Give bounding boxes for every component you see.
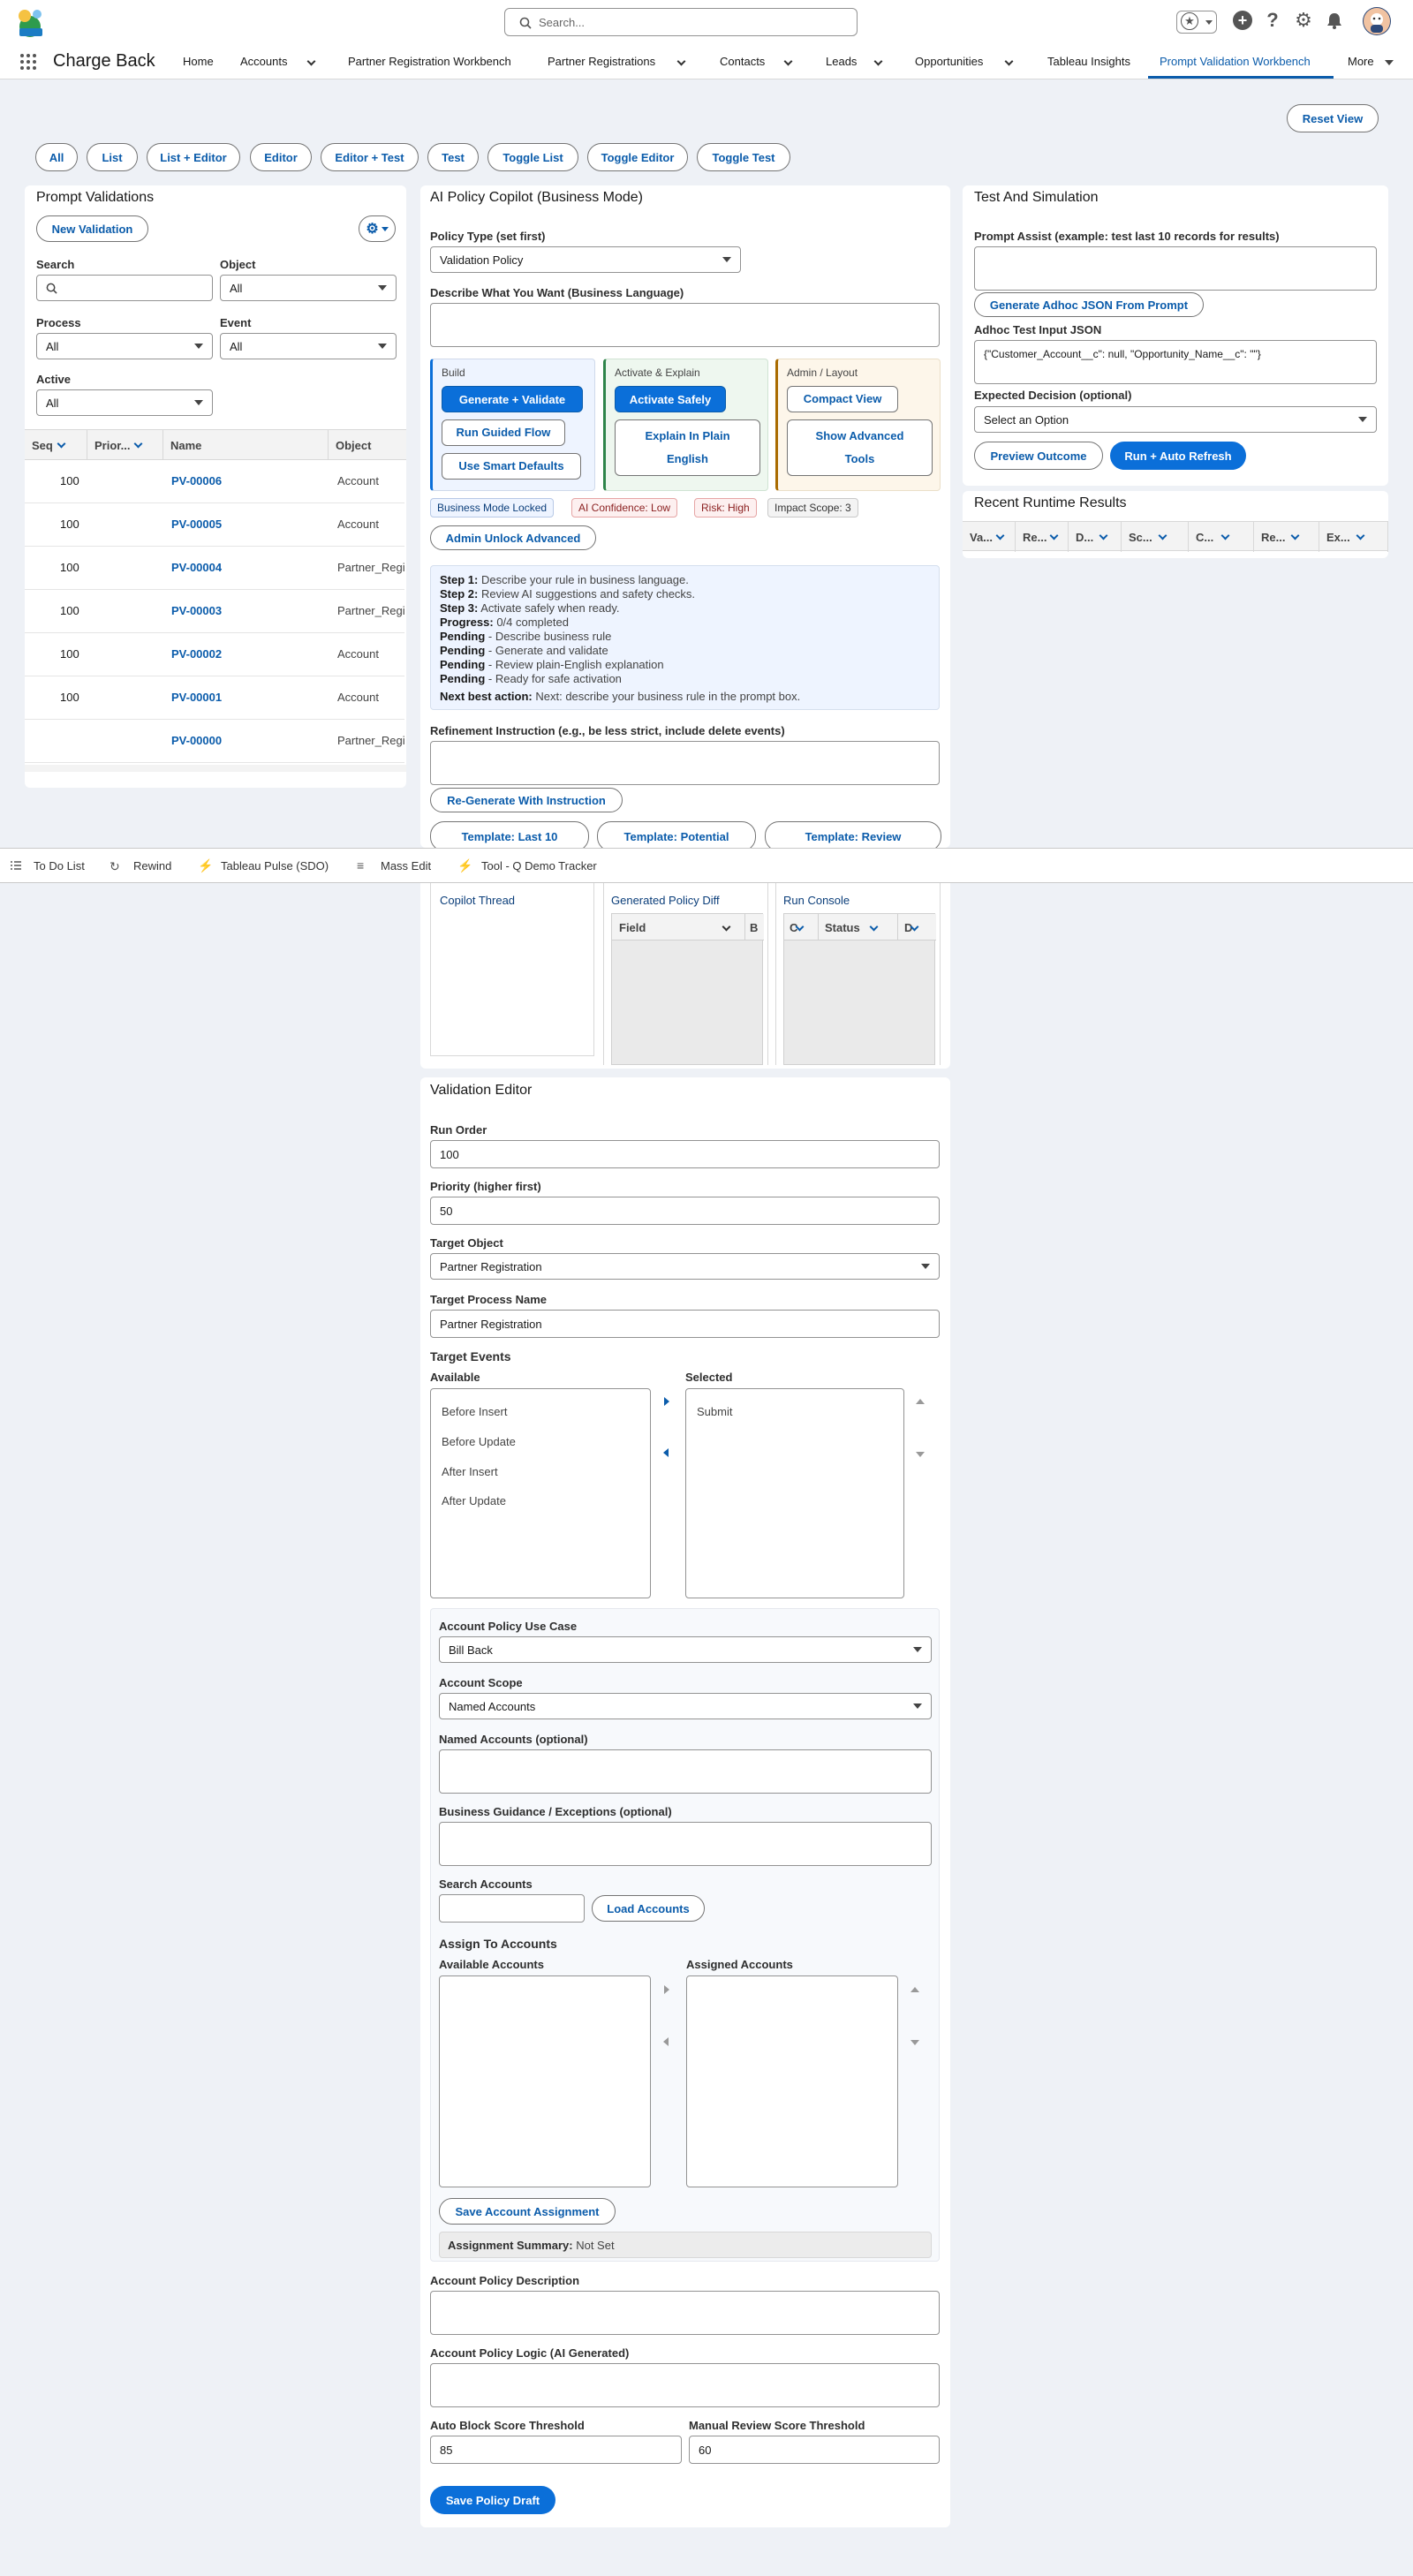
process-select[interactable]: [36, 333, 213, 359]
stack-icon: ≡: [357, 858, 365, 873]
adhoc-json-value: {"Customer_Account__c": null, "Opportunity_Name__c": ""}: [984, 348, 1261, 360]
rewind-icon: ↻: [110, 859, 120, 873]
refinement-label: Refinement Instruction (e.g., be less strict, include delete events): [430, 724, 785, 737]
results-table-header: [963, 521, 1388, 551]
active-label: Active: [36, 373, 72, 386]
column-header-name[interactable]: Name: [163, 430, 329, 460]
chevron-down-icon[interactable]: [780, 57, 791, 70]
priority-value: 50: [440, 1204, 453, 1218]
generate-adhoc-json-button[interactable]: Generate Adhoc JSON From Prompt: [974, 292, 1204, 317]
chevron-down-icon[interactable]: [1001, 57, 1012, 70]
list-item[interactable]: Before Insert: [442, 1405, 508, 1418]
selected-label: Selected: [685, 1371, 733, 1384]
test-title: Test And Simulation: [974, 190, 1099, 205]
table-row[interactable]: [25, 460, 404, 503]
assignment-summary: [439, 2232, 932, 2258]
diff-table-header: [612, 914, 764, 941]
column-header-seq[interactable]: Seq: [25, 430, 87, 460]
search-accounts-label: Search Accounts: [439, 1877, 533, 1891]
event-select[interactable]: [220, 333, 397, 359]
utility-item-mass-edit[interactable]: Mass Edit: [381, 859, 432, 873]
policy-type-label: Policy Type (set first): [430, 230, 546, 243]
template-last-10-button[interactable]: Template: Last 10: [430, 821, 589, 848]
column-header-status[interactable]: Status: [825, 921, 860, 934]
describe-label: Describe What You Want (Business Language): [430, 286, 684, 299]
seq-cell: 100: [60, 561, 79, 574]
selected-events-list[interactable]: [685, 1388, 904, 1598]
editor-title: Validation Editor: [430, 1083, 533, 1098]
policy-diff-title: Generated Policy Diff: [611, 894, 720, 907]
chevron-down-icon: [1100, 531, 1107, 544]
available-accounts-label: Available Accounts: [439, 1958, 544, 1971]
risk-badge: Risk: High: [694, 498, 757, 517]
process-label: Process: [36, 316, 81, 329]
move-up-icon[interactable]: [911, 1987, 919, 1992]
seq-cell: 100: [60, 474, 79, 487]
chevron-down-icon[interactable]: [797, 922, 803, 935]
nav-item-home[interactable]: Home: [183, 55, 214, 68]
generate-validate-button[interactable]: Generate + Validate: [442, 386, 583, 412]
console-table-header: [784, 914, 936, 941]
seq-cell: 100: [60, 604, 79, 617]
policy-logic-textarea[interactable]: [430, 2363, 940, 2407]
target-object-label: Target Object: [430, 1236, 503, 1250]
column-header-re2[interactable]: Re...: [1254, 522, 1319, 552]
active-tab-indicator: [1148, 76, 1334, 79]
chevron-down-icon[interactable]: [870, 57, 881, 70]
business-mode-badge: Business Mode Locked: [430, 498, 554, 517]
name-link[interactable]: PV-00002: [171, 647, 223, 661]
next-action-line: Next best action: Next: describe your business rule in the prompt box.: [440, 690, 801, 703]
policy-type-value: Validation Policy: [440, 253, 524, 267]
nav-item-partner-registrations[interactable]: Partner Registrations: [548, 55, 656, 68]
chevron-down-icon: [135, 439, 141, 452]
prompt-assist-textarea[interactable]: [974, 246, 1377, 291]
name-link[interactable]: PV-00000: [171, 734, 223, 747]
target-process-value: Partner Registration: [440, 1317, 542, 1331]
available-events-list[interactable]: [430, 1388, 651, 1598]
table-row[interactable]: [25, 676, 404, 720]
activate-title: Activate & Explain: [615, 366, 700, 379]
chevron-down-icon[interactable]: [718, 922, 729, 935]
run-auto-refresh-button[interactable]: Run + Auto Refresh: [1110, 442, 1246, 470]
compact-view-button[interactable]: Compact View: [787, 386, 898, 412]
list-item[interactable]: Submit: [697, 1405, 733, 1418]
preview-outcome-button[interactable]: Preview Outcome: [974, 442, 1103, 470]
pending-line: Pending - Describe business rule: [440, 630, 612, 643]
steps-box: [430, 565, 940, 710]
copilot-thread-title: Copilot Thread: [440, 894, 516, 907]
run-order-label: Run Order: [430, 1123, 487, 1137]
run-order-value: 100: [440, 1147, 459, 1161]
column-header-c[interactable]: C...: [1189, 522, 1254, 552]
object-cell: Account: [337, 517, 379, 531]
view-all-button[interactable]: All: [35, 143, 78, 171]
object-cell: Account: [337, 474, 379, 487]
nav-item-prompt-validation-workbench[interactable]: Prompt Validation Workbench: [1160, 55, 1311, 68]
load-accounts-button[interactable]: Load Accounts: [592, 1895, 705, 1922]
chevron-down-icon: [997, 531, 1003, 544]
account-scope-value: Named Accounts: [449, 1699, 536, 1713]
column-header-field[interactable]: Field: [619, 921, 646, 934]
active-select[interactable]: [36, 389, 213, 416]
utility-bar: [0, 848, 1413, 883]
object-label: Object: [220, 258, 256, 271]
business-guidance-textarea[interactable]: [439, 1822, 932, 1866]
chevron-down-icon[interactable]: [911, 922, 918, 935]
chevron-down-icon[interactable]: [871, 922, 877, 935]
expected-decision-select[interactable]: [974, 406, 1377, 433]
available-label: Available: [430, 1371, 480, 1384]
build-title: Build: [442, 366, 465, 379]
adhoc-json-label: Adhoc Test Input JSON: [974, 323, 1102, 336]
global-header: [0, 0, 1413, 44]
column-header-re[interactable]: Re...: [1016, 522, 1069, 552]
seq-cell: 100: [60, 647, 79, 661]
pending-line: Pending - Ready for safe activation: [440, 672, 622, 685]
object-cell: Partner_Regi: [337, 561, 405, 574]
activate-safely-button[interactable]: Activate Safely: [615, 386, 726, 412]
search-label: Search: [36, 258, 75, 271]
chevron-down-icon: [382, 227, 389, 231]
chevron-down-icon[interactable]: [1385, 60, 1394, 65]
test-simulation-panel: [963, 185, 1388, 486]
policy-description-textarea[interactable]: [430, 2291, 940, 2335]
chevron-down-icon: [1357, 531, 1364, 544]
policy-logic-label: Account Policy Logic (AI Generated): [430, 2346, 630, 2360]
table-row[interactable]: [25, 720, 404, 763]
assigned-accounts-list[interactable]: [686, 1975, 898, 2187]
business-guidance-label: Business Guidance / Exceptions (optional): [439, 1805, 672, 1818]
column-header-d[interactable]: D: [904, 921, 913, 934]
manual-review-label: Manual Review Score Threshold: [689, 2419, 865, 2432]
seq-cell: 100: [60, 691, 79, 704]
chevron-down-icon: [1292, 531, 1298, 544]
bolt-icon: ⚡: [198, 858, 214, 873]
object-cell: Partner_Regi: [337, 734, 405, 747]
list-item[interactable]: After Insert: [442, 1465, 498, 1478]
step-line: Step 2: Review AI suggestions and safety checks.: [440, 587, 696, 601]
view-test-button[interactable]: Test: [427, 143, 479, 171]
nav-item-contacts[interactable]: Contacts: [720, 55, 766, 68]
global-search[interactable]: [504, 8, 858, 36]
ai-confidence-badge: AI Confidence: Low: [571, 498, 677, 517]
priority-input[interactable]: [430, 1197, 940, 1225]
admin-title: Admin / Layout: [787, 366, 858, 379]
runtime-results-title: Recent Runtime Results: [974, 495, 1127, 510]
copilot-thread: [430, 883, 594, 1056]
list-item[interactable]: After Update: [442, 1494, 506, 1507]
view-list-editor-button[interactable]: List + Editor: [147, 143, 240, 171]
utility-item-to-do-list[interactable]: To Do List: [34, 859, 85, 873]
toggle-test-button[interactable]: Toggle Test: [697, 143, 790, 171]
pending-line: Pending - Generate and validate: [440, 644, 608, 657]
use-case-select[interactable]: [439, 1636, 932, 1663]
reset-view-button[interactable]: Reset View: [1287, 104, 1379, 132]
activate-group: [603, 359, 768, 491]
adhoc-json-textarea[interactable]: [974, 340, 1377, 384]
console-table: [783, 913, 935, 1065]
search-input[interactable]: [36, 275, 213, 301]
chevron-down-icon: [1205, 20, 1213, 25]
chevron-down-icon: [1051, 531, 1057, 544]
describe-textarea[interactable]: [430, 303, 940, 347]
column-header-priority[interactable]: Prior...: [87, 430, 163, 460]
assign-accounts-title: Assign To Accounts: [439, 1937, 557, 1951]
table-row[interactable]: [25, 503, 404, 547]
save-account-assignment-button[interactable]: Save Account Assignment: [439, 2198, 616, 2225]
target-process-input[interactable]: [430, 1310, 940, 1338]
chevron-down-icon: [1222, 531, 1228, 544]
admin-group: [775, 359, 941, 491]
seq-cell: 100: [60, 517, 79, 531]
run-guided-flow-button[interactable]: Run Guided Flow: [442, 419, 565, 446]
named-accounts-label: Named Accounts (optional): [439, 1733, 588, 1746]
search-icon: [46, 283, 57, 294]
bell-icon[interactable]: [1325, 11, 1344, 30]
process-value: All: [46, 339, 59, 353]
object-cell: Partner_Regi: [337, 604, 405, 617]
horizontal-scrollbar[interactable]: [25, 765, 406, 772]
active-value: All: [46, 396, 59, 410]
search-accounts-input[interactable]: [439, 1894, 585, 1923]
expected-decision-label: Expected Decision (optional): [974, 389, 1132, 402]
table-row[interactable]: [25, 633, 404, 676]
column-header-sc[interactable]: Sc...: [1122, 522, 1189, 552]
column-header-b[interactable]: B: [750, 921, 759, 934]
column-header-object[interactable]: Object: [329, 430, 406, 460]
run-console-title: Run Console: [783, 894, 850, 907]
utility-item-q-demo-tracker[interactable]: Tool - Q Demo Tracker: [481, 859, 597, 873]
chevron-down-icon[interactable]: [673, 57, 684, 70]
move-down-icon[interactable]: [916, 1452, 925, 1457]
name-link[interactable]: PV-00003: [171, 604, 223, 617]
run-console: [775, 883, 941, 1065]
target-events-label: Target Events: [430, 1349, 511, 1364]
account-scope-select[interactable]: [439, 1693, 932, 1719]
use-smart-defaults-button[interactable]: Use Smart Defaults: [442, 453, 581, 480]
column-header-c[interactable]: C: [790, 921, 798, 934]
star-icon: ★: [1181, 12, 1198, 30]
gear-icon[interactable]: ⚙: [1295, 9, 1312, 31]
copilot-panel-lower: [420, 883, 950, 1069]
named-accounts-textarea[interactable]: [439, 1749, 932, 1794]
policy-diff: [603, 883, 768, 1065]
nav-item-accounts[interactable]: Accounts: [240, 55, 288, 68]
chevron-down-icon[interactable]: [303, 57, 314, 70]
app-launcher-icon[interactable]: [19, 53, 37, 71]
assignment-summary-label: Assignment Summary:: [448, 2239, 573, 2252]
column-header-va[interactable]: Va...: [963, 522, 1016, 552]
list-settings-button[interactable]: [359, 215, 396, 242]
prompt-assist-label: Prompt Assist (example: test last 10 records for results): [974, 230, 1280, 243]
use-case-value: Bill Back: [449, 1643, 493, 1657]
help-icon[interactable]: ?: [1266, 9, 1279, 31]
step-line: Step 3: Activate safely when ready.: [440, 601, 620, 615]
table-row[interactable]: [25, 590, 404, 633]
list-item[interactable]: Before Update: [442, 1435, 516, 1448]
template-review-button[interactable]: Template: Review: [765, 821, 941, 848]
priority-label: Priority (higher first): [430, 1180, 541, 1193]
validations-table: [25, 429, 406, 765]
move-up-icon[interactable]: [916, 1399, 925, 1404]
chevron-down-icon: [58, 439, 64, 452]
show-advanced-tools-button[interactable]: Show Advanced Tools: [787, 419, 933, 476]
avatar[interactable]: [1363, 7, 1391, 35]
gear-icon: ⚙: [366, 222, 379, 237]
template-potential-button[interactable]: Template: Potential: [597, 821, 756, 848]
object-value: All: [230, 281, 243, 295]
move-left-icon[interactable]: [663, 2037, 669, 2046]
move-right-icon[interactable]: [664, 1397, 669, 1406]
progress-line: Progress: 0/4 completed: [440, 616, 569, 629]
column-header-d[interactable]: D...: [1069, 522, 1122, 552]
object-select[interactable]: [220, 275, 397, 301]
manual-review-input[interactable]: [689, 2436, 940, 2464]
refinement-textarea[interactable]: [430, 741, 940, 785]
object-cell: Account: [337, 691, 379, 704]
panel-title: Prompt Validations: [36, 190, 155, 205]
name-link[interactable]: PV-00005: [171, 517, 223, 531]
policy-description-label: Account Policy Description: [430, 2274, 580, 2287]
search-icon: [519, 17, 532, 29]
nav-item-more[interactable]: More: [1348, 55, 1374, 68]
auto-block-value: 85: [440, 2443, 453, 2457]
bolt-icon: ⚡: [457, 858, 473, 873]
save-policy-draft-button[interactable]: Save Policy Draft: [430, 2486, 555, 2514]
view-editor-button[interactable]: Editor: [250, 143, 312, 171]
regenerate-button[interactable]: Re-Generate With Instruction: [430, 788, 623, 812]
move-down-icon[interactable]: [911, 2040, 919, 2045]
auto-block-input[interactable]: [430, 2436, 682, 2464]
add-icon[interactable]: +: [1233, 11, 1252, 30]
table-header: [25, 430, 406, 460]
nav-item-tableau-insights[interactable]: Tableau Insights: [1047, 55, 1130, 68]
chevron-down-icon: [1160, 531, 1166, 544]
nav-item-leads[interactable]: Leads: [826, 55, 858, 68]
view-editor-test-button[interactable]: Editor + Test: [321, 143, 419, 171]
assigned-accounts-label: Assigned Accounts: [686, 1958, 793, 1971]
list-icon: [11, 860, 21, 871]
new-validation-button[interactable]: New Validation: [36, 215, 148, 242]
target-object-value: Partner Registration: [440, 1259, 542, 1273]
run-order-input[interactable]: [430, 1140, 940, 1168]
nav-item-opportunities[interactable]: Opportunities: [915, 55, 984, 68]
event-value: All: [230, 339, 243, 353]
nav-item-partner-registration-workbench[interactable]: Partner Registration Workbench: [348, 55, 511, 68]
policy-type-select[interactable]: [430, 246, 741, 273]
runtime-results-panel: [963, 491, 1388, 558]
utility-item-tableau-pulse[interactable]: Tableau Pulse (SDO): [221, 859, 329, 873]
toggle-list-button[interactable]: Toggle List: [487, 143, 578, 171]
assignment-summary-value: Not Set: [572, 2239, 615, 2252]
org-logo[interactable]: [12, 5, 48, 39]
name-link[interactable]: PV-00004: [171, 561, 223, 574]
account-scope-label: Account Scope: [439, 1676, 523, 1689]
table-row[interactable]: [25, 547, 404, 590]
event-label: Event: [220, 316, 252, 329]
available-accounts-list[interactable]: [439, 1975, 651, 2187]
explain-plain-english-button[interactable]: Explain In Plain English: [615, 419, 760, 476]
favorites-button[interactable]: [1176, 11, 1217, 34]
app-nav: [0, 44, 1413, 79]
diff-table: [611, 913, 763, 1065]
object-cell: Account: [337, 647, 379, 661]
app-name: Charge Back: [53, 51, 155, 71]
validation-editor-panel: [420, 1077, 950, 2527]
name-link[interactable]: PV-00001: [171, 691, 223, 704]
toggle-editor-button[interactable]: Toggle Editor: [587, 143, 688, 171]
target-process-label: Target Process Name: [430, 1293, 547, 1306]
use-case-label: Account Policy Use Case: [439, 1620, 578, 1633]
pending-line: Pending - Review plain-English explanation: [440, 658, 664, 671]
view-list-button[interactable]: List: [87, 143, 138, 171]
copilot-title: AI Policy Copilot (Business Mode): [430, 190, 643, 205]
utility-item-rewind[interactable]: Rewind: [133, 859, 172, 873]
copilot-panel: [420, 185, 950, 848]
search-placeholder: Search...: [539, 16, 586, 29]
target-object-select[interactable]: [430, 1253, 940, 1280]
column-header-ex[interactable]: Ex...: [1319, 522, 1388, 552]
step-line: Step 1: Describe your rule in business language.: [440, 573, 689, 586]
name-link[interactable]: PV-00006: [171, 474, 223, 487]
manual-review-value: 60: [699, 2443, 712, 2457]
auto-block-label: Auto Block Score Threshold: [430, 2419, 585, 2432]
move-left-icon[interactable]: [663, 1448, 669, 1457]
prompt-validations-panel: [25, 185, 406, 788]
admin-unlock-advanced-button[interactable]: Admin Unlock Advanced: [430, 525, 596, 550]
impact-scope-badge: Impact Scope: 3: [767, 498, 858, 517]
expected-decision-placeholder: Select an Option: [984, 412, 1069, 427]
account-policy-box: [430, 1608, 940, 2262]
build-group: [430, 359, 595, 491]
move-right-icon[interactable]: [664, 1985, 669, 1994]
